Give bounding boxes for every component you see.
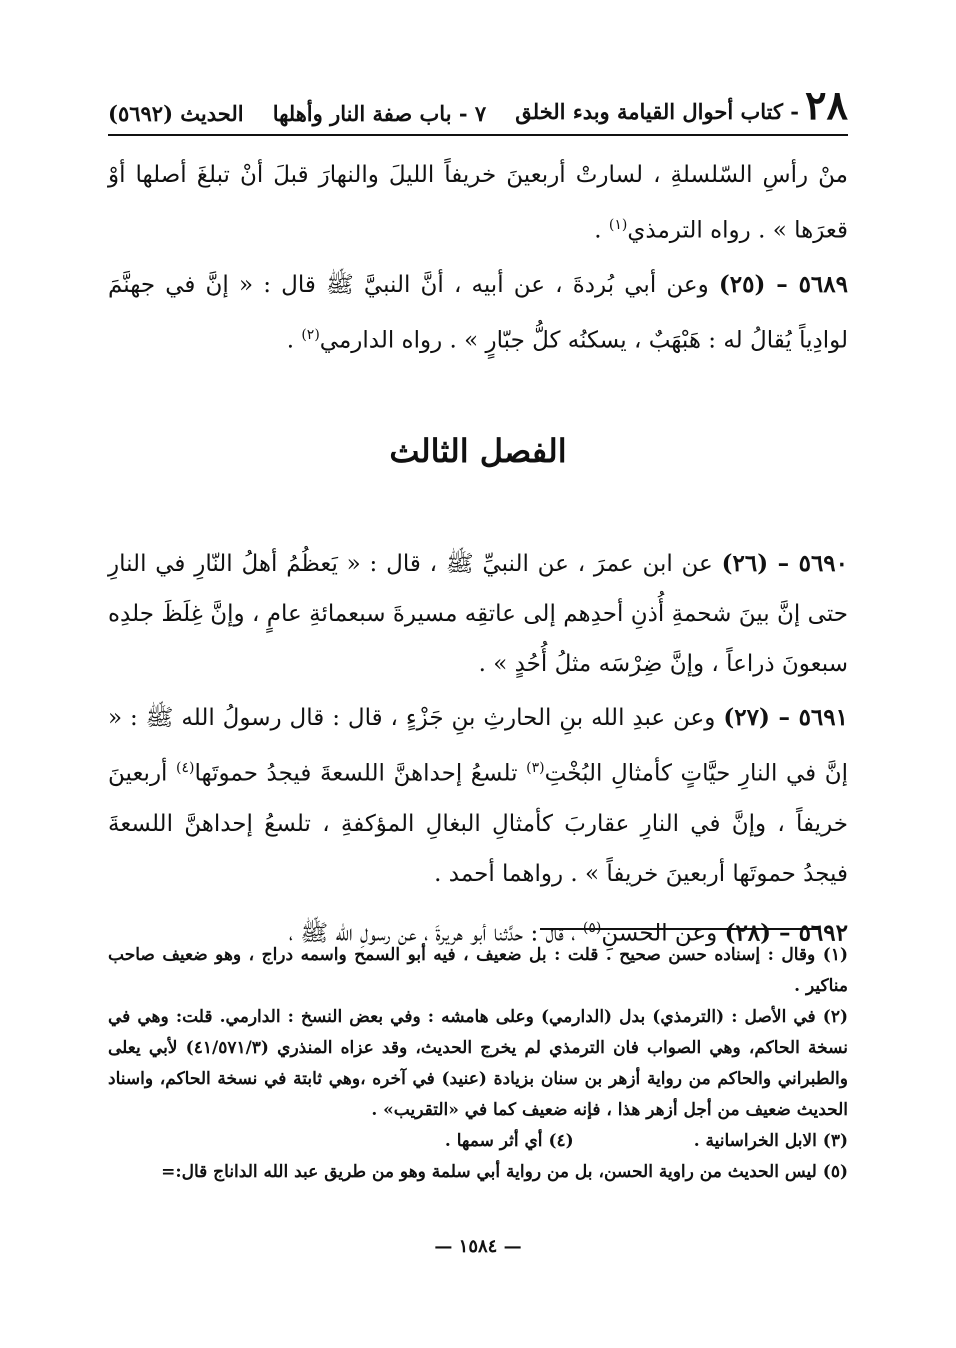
paragraph-text: منْ رأسِ السّلسلةِ ، لسارتْ أربعينَ خريفاً الليلَ والنهارَ قبلَ أنْ تبلغَ أصلها أوْ قعرَها » . رواه الترمذي [108,162,848,244]
hadith-number: ٥٦٩١ – (٢٧) [723,704,848,732]
footnote-2: (٢) في الأصل : (الترمذي) بدل (الدارمي) وعلى هامشه : وفي بعض النسخ : الدارمي. قلت: وهي في نسخة الحاكم، وهي الصواب فان الترمذي لم يخرج الحديث، وقد عزاه المنذري (٤١/٥٧١/٣) لأبي يعلى والطبراني والحاكم من رواية أزهر بن سنان بزيادة (عنيد) في آخره ،وهي ثابتة في نسخة الحاكم، واسناد الحديث ضعيف من أجل أزهر هذا ، فإنه ضعيف كما في «التقريب» . [108,1007,848,1120]
book-number: ٢٨ [805,82,848,129]
paragraph-end: . [286,327,294,354]
hadith-text: ، قال : حدَّثنا أبو هريرةَ ، عن رسولِ الله ﷺ ، [288,920,576,947]
hadith-5689 [108,260,848,366]
hadith-text: وعن عبدِ الله بنِ الحارثِ بنِ جَزْءٍ ، قال : قال رسولُ الله ﷺ : « إنَّ في النارِ حيَّاتٍ كأمثالِ البُخْتِ [108,705,849,787]
paragraph-continuation [108,150,848,256]
hadith-number: ٥٦٩٠ – (٢٦) [721,550,849,578]
footnote-4: (٤) أي أثر سمها . [444,1131,574,1151]
footnote-row [108,1126,848,1157]
book-title: - كتاب أحوال القيامة وبدء الخلق [515,99,800,124]
chapter-title: ٧ - باب صفة النار وأهلها [272,101,487,126]
footnote-ref: (٤) [176,760,195,777]
hadith-text: أربعينَ خريفاً ، وإنَّ في النارِ عقاربَ كأمثالِ البغالِ المؤكفةِ ، تلسعُ إحداهنَّ اللسعةَ فيجدُ حموتَها أربعينَ خريفاً » . رواهما أحمد . [108,760,848,887]
hadith-number: ٥٦٨٩ – (٢٥) [718,270,848,298]
page-number: — ١٥٨٤ — [434,1236,522,1257]
hadith-text: عن ابن عمرَ ، عن النبيِّ ﷺ ، قال : « يَعظُمُ أهلُ النّارِ في النارِ حتى إنَّ بينَ شحمةِ أُذنِ أحدِهم إلى عاتقِه مسيرةَ سبعمائةِ عامٍ ، وإنَّ غِلَظَ جلدِه سبعونَ ذراعاً ، وإنَّ ضِرْسَه مثلُ أُحُدٍ » . [108,551,848,678]
section-title: الفصل الثالث [389,432,567,471]
header-book [515,82,848,129]
footnote-ref: (٢) [301,326,320,343]
main-text [108,150,848,963]
hadith-text: تلسعُ إحداهنَّ اللسعةَ فيجدُ حموتَها [194,760,518,787]
footnote-ref: (٣) [526,760,545,777]
hadith-5690 [108,539,848,689]
footnote-ref: (١) [608,217,628,233]
footnote-divider [540,928,820,930]
footnote-ref: (٥) [582,919,602,936]
hadith-range: الحديث (٥٦٩٢) [108,101,244,126]
hadith-number: ٥٦٩٢ – (٢٨) [724,919,848,947]
paragraph-end: . [594,217,602,244]
footnote-1: (١) وقال : إسناده حسن صحيح . قلت : بل ضعيف ، فيه أبو السمح واسمه دراج ، وهو ضعيف صاحب مناكير . [108,945,848,996]
hadith-5691 [108,693,848,899]
footnotes [108,940,848,1188]
footnote-3: (٣) الابل الخراسانية . [693,1131,848,1151]
running-header [108,84,848,136]
footnote-5: (٥) ليس الحديث من راوية الحسن، بل من رواية أبي سلمة وهو من طريق عبد الله الداناج قال:= [161,1162,848,1182]
hadith-text: وعن الحسنِ [601,920,718,947]
hadith-text: وعن أبي بُردةَ ، عن أبيه ، أنَّ النبيَّ ﷺ قال : « إنَّ في جهنَّمَ لوادِياً يُقالُ له : هَبْهَبٌ ، يسكنُه كلُّ جبّارٍ » . رواه الدارمي [108,271,848,354]
